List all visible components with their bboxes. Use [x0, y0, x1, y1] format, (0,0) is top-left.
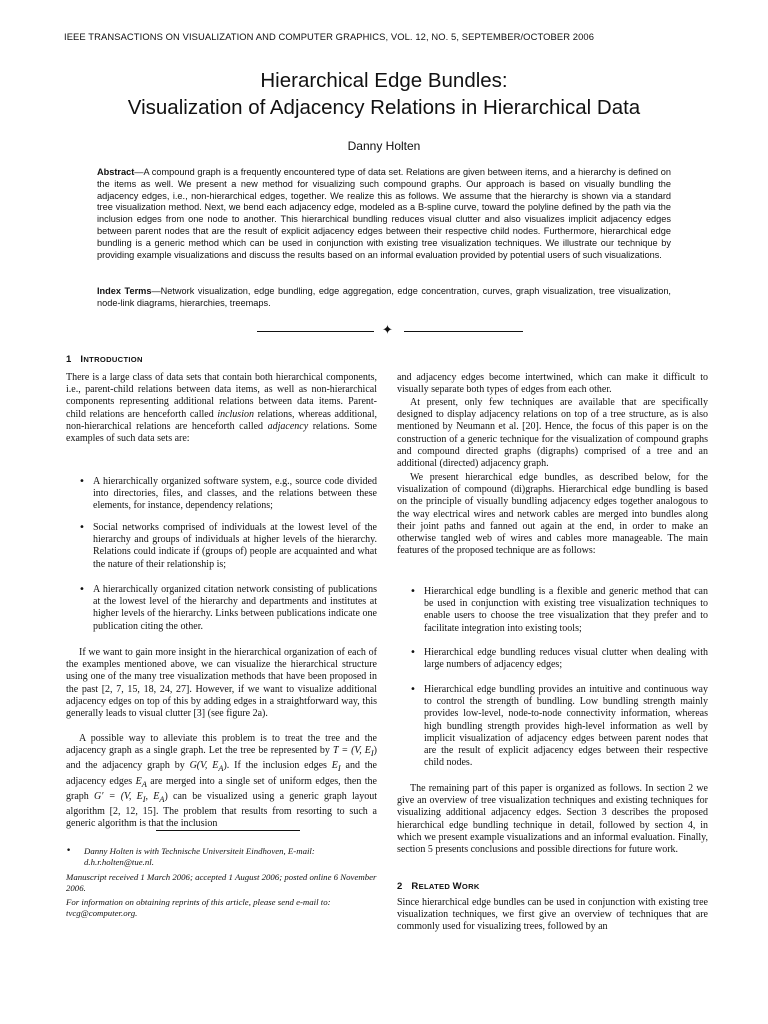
text-run: relations, whereas additional, non-hierarchical relations are henceforth called: [66, 408, 377, 432]
math-graph: G(V, E: [189, 760, 219, 772]
index-terms-label: Index Terms: [97, 286, 152, 296]
text-run: A possible way to alleviate this problem is to treat the tree and the adjacency graph as a single graph. Let the tree be represented by: [66, 733, 377, 757]
bullet-dot-icon: •: [66, 846, 72, 856]
section-number: 2: [397, 881, 403, 892]
list-item: A hierarchically organized citation network consisting of publications at the lowest level of the hierarchy and departments and institutes at higher levels of the hierarchy. Links between publications indicate one publication citing the other.: [93, 584, 377, 632]
divider-left-rule: [257, 331, 374, 332]
footnote-affiliation: [66, 846, 377, 868]
section-title-rest-2: ORK: [461, 882, 480, 891]
text-run: ). If the inclusion edges: [223, 760, 332, 772]
intro-paragraph-3: A possible way to alleviate this problem is to treat the tree and the adjacency graph as a single graph. Let the tree be represented by T = (V, $E_I$) and the adjacency graph by G(V, $E_A$). If the inclusion edges $E_I$ and the adjacency edges $E_A$ are merged into a single set of uniform edges, then the graph G′ = (V, $E_I$, $E_A$) can be visualized using a generic graph layout algorithm [2, 12, 15]. The problem that results from resorting to such a generic algorithm is that the inclusion: [66, 733, 378, 830]
math-subscript: I: [370, 749, 374, 759]
bullet-dot-icon: •: [410, 647, 416, 658]
term-adjacency: adjacency: [267, 420, 309, 432]
section-title-initial: R: [411, 881, 419, 892]
intro-paragraph-2: If we want to gain more insight in the hierarchical organization of each of the examples mentioned above, we can visualize the hierarchical structure using one of the many tree visualization methods that have been proposed in the past [2, 7, 15, 18, 24, 27]. However, if we want to visualize additional adjacency edges on top of this by adding edges in a straightforward way, this generally leads to visual clutter [3] (see figure 2a).: [66, 647, 377, 720]
term-inclusion: inclusion: [217, 408, 254, 420]
math-edges: E: [331, 760, 338, 772]
list-item: A hierarchically organized software system, e.g., source code divided into directories, files, and classes, and the relations between these elements, for instance, dependency relations;: [93, 476, 377, 512]
math-merged-graph: G′ = (V, E: [94, 790, 143, 802]
math-subscript: I: [337, 764, 341, 774]
paper-title-line-2: Visualization of Adjacency Relations in Hierarchical Data: [127, 96, 641, 119]
bullet-dot-icon: •: [79, 584, 85, 595]
math-subscript: I: [142, 794, 146, 804]
divider-right-rule: [404, 331, 523, 332]
bullet-dot-icon: •: [410, 586, 416, 597]
math-subscript: A: [218, 764, 224, 774]
footnote-text: Danny Holten is with Technische Universiteit Eindhoven, E-mail: d.h.r.holten@tue.nl.: [84, 846, 315, 868]
math-tree: T = (V, E: [332, 745, 371, 757]
footnote-rule: [156, 830, 300, 831]
text-run: ) can be visualized using a generic graph layout algorithm [2, 12, 15]. The problem that results from resorting to such a generic algorithm is that the inclusion: [66, 790, 378, 830]
list-item: Hierarchical edge bundling is a flexible and generic method that can be used in conjunction with existing tree visualization techniques to enable users to choose the tree visualization that they prefer and to facilitate integration into existing tools;: [424, 586, 708, 634]
intro-paragraph-5: We present hierarchical edge bundles, as described below, for the visualization of compound (di)graphs. Hierarchical edge bundling is based on the principle of visually bundling adjacency edges together analogous to the way electrical wires and network cables are merged into bundles along their joint paths and fanned out again at the end, in order to make an otherwise tangled web of wires and cables more manageable. The main features of the proposed technique are as follows:: [397, 472, 708, 557]
footnote-manuscript: Manuscript received 1 March 2006; accepted 1 August 2006; posted online 6 November 2006.: [66, 872, 377, 894]
intro-paragraph-1: [66, 372, 377, 445]
intro-paragraph-4: At present, only few techniques are available that are specifically designed to display adjacency relations on top of a tree structure, as is also mentioned by Neumann et al. [20]. Hence, the focus of this paper is on the construction of a generic technique for the visualization of compound graphs and compound directed graphs (digraphs) comprised of a tree and an additional (directed) adjacency graph.: [397, 397, 708, 470]
section-number: 1: [66, 354, 72, 365]
math-subscript: A: [159, 794, 165, 804]
list-item: Hierarchical edge bundling reduces visual clutter when dealing with large numbers of adjacency edges;: [424, 647, 708, 671]
bullet-dot-icon: •: [79, 476, 85, 487]
math-edges: E: [153, 790, 160, 802]
bullet-dot-icon: •: [410, 684, 416, 695]
divider-star-icon: ✦: [382, 323, 393, 338]
abstract-text: —A compound graph is a frequently encountered type of data set. Relations are given between items, and a hierarchy is defined on the items as well. We present a new method for visualizing such compound graphs. Our approach is based on visually bundling the adjacency edges, i.e., non-hierarchical edges, together. We realize this as follows. We assume that the hierarchy is shown via a standard tree visualization method. Next, we bend each adjacency edge, modeled as a B-spline curve, toward the polyline defined by the path via the inclusion edges from one node to another. This hierarchical bundling reduces visual clutter and also visualizes implicit adjacency edges between parent nodes that are the result of explicit adjacency edges between their respective child nodes. Furthermore, hierarchical edge bundling is a generic method which can be used in conjunction with existing tree visualization techniques. We illustrate our technique by providing example visualizations and discuss the results based on an informal evaluation provided by potential users of such visualizations.: [97, 167, 671, 260]
bullet-dot-icon: •: [79, 522, 85, 533]
section-title-rest: ELATED: [418, 882, 453, 891]
author-name: Danny Holten: [347, 139, 421, 153]
math-edges: E: [135, 775, 142, 787]
intro-paragraph-6: The remaining part of this paper is organized as follows. In section 2 we give an overview of tree visualization techniques and existing techniques for visualizing additional adjacency edges. Section 3 describes the proposed hierarchical edge bundling technique in detail, followed by section 4, in which we present example visualizations and an informal evaluation. Finally, section 5 presents conclusions and possible directions for future work.: [397, 783, 708, 856]
index-terms: [97, 286, 671, 310]
section-heading-related-work: [397, 881, 480, 892]
list-item: Social networks comprised of individuals at the lowest level of the hierarchy and groups of individuals at higher levels of the hierarchy. Relations could indicate if (groups of) people are acquainted and what the nature of their relationship is;: [93, 522, 377, 570]
section-title-initial-2: W: [452, 881, 462, 892]
abstract: [97, 167, 671, 261]
section-title-initial: I: [80, 354, 84, 365]
paper-title-line-1: Hierarchical Edge Bundles:: [260, 69, 508, 92]
list-item: Hierarchical edge bundling provides an intuitive and continuous way to control the strength of bundling. Low bundling strength mainly provides low-level, node-to-node connectivity information, whereas high bundling strength provides high-level information as well by implicit visualization of adjacency edges between parent nodes that are the result of explicit adjacency edges between their respective child nodes.: [424, 684, 708, 769]
index-terms-text: —Network visualization, edge bundling, edge aggregation, edge concentration, curves, graph visualization, tree visualization, node-link diagrams, hierarchies, treemaps.: [97, 286, 671, 308]
section-title-rest: NTRODUCTION: [83, 355, 143, 364]
text-run: are merged into a single set of uniform edges, then the graph: [66, 775, 377, 802]
footnote-reprints: For information on obtaining reprints of this article, please send e-mail to: tvcg@computer.org.: [66, 897, 331, 919]
running-head: IEEE TRANSACTIONS ON VISUALIZATION AND COMPUTER GRAPHICS, VOL. 12, NO. 5, SEPTEMBER/OCTOBER 2006: [64, 31, 595, 42]
related-work-paragraph-1: Since hierarchical edge bundles can be used in conjunction with existing tree visualization techniques, we first give an overview of techniques that are commonly used for visualizing trees, followed by an: [397, 897, 708, 933]
text-run: relations. Some examples of such data sets are:: [66, 420, 377, 445]
text-run: ) and the adjacency graph by: [66, 745, 378, 772]
abstract-label: Abstract: [97, 167, 135, 177]
text-run: There is a large class of data sets that contain both hierarchical components, i.e., parent-child relations between data items, as well as non-hierarchical components representing additional relations between data items. Parent-child relations are henceforth called: [66, 372, 377, 420]
math-subscript: A: [141, 779, 147, 789]
intro-paragraph-continued: and adjacency edges become intertwined, which can make it difficult to visually separate both types of edges from each other.: [397, 372, 708, 396]
text-run: and the adjacency edges: [66, 760, 377, 787]
section-heading-introduction: [66, 354, 143, 365]
